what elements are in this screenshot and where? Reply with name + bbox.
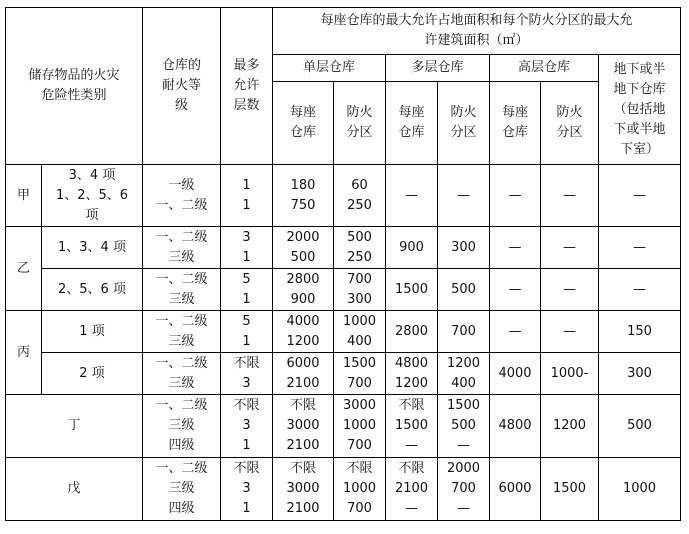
cell-line: 1500 bbox=[342, 355, 377, 371]
high-warehouse-cell: — bbox=[490, 227, 541, 269]
high-warehouse-cell: — bbox=[490, 311, 541, 353]
cell-line: 250 bbox=[347, 249, 372, 265]
floors-cell bbox=[221, 227, 273, 269]
multi-warehouse-cell bbox=[386, 395, 438, 458]
table-row bbox=[6, 227, 681, 269]
floors-cell bbox=[221, 458, 273, 521]
floors-cell bbox=[221, 165, 273, 227]
table-row bbox=[6, 458, 681, 521]
multi-warehouse-cell: 900 bbox=[386, 227, 438, 269]
cell-line: 三级 bbox=[168, 418, 195, 433]
underground-cell: — bbox=[599, 269, 681, 311]
multi-warehouse-cell: — bbox=[386, 165, 438, 227]
cell-line: 300 bbox=[347, 291, 372, 307]
header-fire-zone bbox=[438, 82, 490, 165]
cell-line: 250 bbox=[347, 197, 372, 213]
cell-line: 1 bbox=[242, 249, 251, 265]
cell-line: 分区 bbox=[450, 125, 477, 140]
underground-cell: — bbox=[599, 165, 681, 227]
cell-line: 700 bbox=[347, 501, 372, 516]
items-cell: 2、5、6 项 bbox=[42, 269, 143, 311]
multi-warehouse-cell: 2800 bbox=[386, 311, 438, 353]
cell-line: 不限 bbox=[289, 461, 316, 476]
single-zone-cell bbox=[334, 227, 386, 269]
header-fire-rating bbox=[143, 8, 221, 165]
cell-line: 四级 bbox=[168, 438, 195, 453]
cell-line: 四级 bbox=[168, 501, 195, 516]
single-warehouse-cell bbox=[273, 165, 334, 227]
items-cell: 2 项 bbox=[42, 353, 143, 395]
cell-line: — bbox=[457, 438, 470, 453]
cell-line: 三级 bbox=[168, 375, 195, 391]
cell-line: 700 bbox=[347, 438, 372, 453]
fire-rating-cell bbox=[143, 395, 221, 458]
cell-line: 每座 bbox=[289, 105, 316, 120]
fire-rating-cell bbox=[143, 311, 221, 353]
single-zone-cell bbox=[334, 311, 386, 353]
single-zone-cell bbox=[334, 353, 386, 395]
cell-line: 3000 bbox=[286, 418, 320, 433]
cell-line: 不限 bbox=[233, 461, 260, 476]
single-warehouse-cell bbox=[273, 311, 334, 353]
high-warehouse-cell: 6000 bbox=[490, 458, 541, 521]
cell-line: 一、二级 bbox=[155, 398, 208, 413]
hazard-class-cell: 乙 bbox=[6, 227, 42, 311]
cell-line: 分区 bbox=[346, 125, 373, 140]
floors-cell bbox=[221, 269, 273, 311]
multi-warehouse-cell: 1500 bbox=[386, 269, 438, 311]
multi-zone-cell: 500 bbox=[438, 269, 490, 311]
cell-line: 1500 bbox=[394, 418, 429, 433]
single-warehouse-cell bbox=[273, 353, 334, 395]
multi-zone-cell: 700 bbox=[438, 311, 490, 353]
cell-line: 180 bbox=[290, 177, 316, 193]
cell-line: 1200 bbox=[286, 333, 320, 349]
floors-cell bbox=[221, 395, 273, 458]
high-warehouse-cell: 4800 bbox=[490, 395, 541, 458]
cell-line: 三级 bbox=[168, 249, 195, 265]
single-zone-cell bbox=[334, 458, 386, 521]
cell-line: 仓库 bbox=[289, 125, 316, 140]
cell-line: 1 bbox=[242, 177, 251, 193]
cell-line: 三级 bbox=[168, 481, 195, 496]
cell-line: 1500 bbox=[446, 398, 481, 413]
cell-line: 3 bbox=[242, 375, 251, 391]
fire-rating-cell bbox=[143, 353, 221, 395]
multi-warehouse-cell bbox=[386, 458, 438, 521]
fire-rating-cell bbox=[143, 269, 221, 311]
cell-line: 2000 bbox=[286, 229, 320, 245]
cell-line: 允许 bbox=[233, 78, 260, 93]
header-per-warehouse bbox=[273, 82, 334, 165]
table-row bbox=[6, 395, 681, 458]
cell-line: — bbox=[405, 501, 418, 516]
cell-line: 每座 bbox=[398, 105, 425, 120]
cell-line: 700 bbox=[347, 375, 372, 391]
header-single-storey: 单层仓库 bbox=[273, 55, 386, 82]
table-row bbox=[6, 269, 681, 311]
cell-line: 下或半地 bbox=[613, 121, 666, 137]
high-warehouse-cell: — bbox=[490, 165, 541, 227]
header-per-warehouse bbox=[490, 82, 541, 165]
single-warehouse-cell bbox=[273, 395, 334, 458]
cell-line: 500 bbox=[451, 418, 476, 433]
cell-line: （包括地 bbox=[613, 101, 666, 117]
high-zone-cell: 1000- bbox=[541, 353, 599, 395]
high-zone-cell: — bbox=[541, 311, 599, 353]
cell-line: — bbox=[405, 438, 418, 453]
cell-line: 不限 bbox=[233, 398, 260, 413]
items-cell bbox=[42, 165, 143, 227]
cell-line: 耐火等 bbox=[161, 78, 201, 93]
cell-line: — bbox=[457, 501, 470, 516]
cell-line: 2100 bbox=[286, 501, 320, 516]
table-row bbox=[6, 353, 681, 395]
header-max-floors bbox=[221, 8, 273, 165]
single-warehouse-cell bbox=[273, 227, 334, 269]
cell-line: 地下或半 bbox=[613, 61, 666, 77]
cell-line: 3 bbox=[242, 481, 251, 496]
cell-line: 1、2、5、6 bbox=[55, 187, 129, 203]
single-zone-cell bbox=[334, 395, 386, 458]
multi-warehouse-cell bbox=[386, 353, 438, 395]
cell-line: 3000 bbox=[342, 398, 377, 413]
fire-rating-cell bbox=[143, 227, 221, 269]
cell-line: 仓库的 bbox=[161, 58, 201, 73]
cell-line: 下室） bbox=[619, 141, 659, 157]
cell-line: 最多 bbox=[233, 58, 260, 73]
cell-line: 一、二级 bbox=[155, 271, 208, 287]
cell-line: 1 bbox=[242, 438, 251, 453]
cell-line: 1200 bbox=[446, 355, 481, 371]
header-multi-storey: 多层仓库 bbox=[386, 55, 490, 82]
hazard-class-cell: 戊 bbox=[6, 458, 143, 521]
single-warehouse-cell bbox=[273, 269, 334, 311]
cell-line: 1 bbox=[242, 291, 251, 307]
cell-line: 一、二级 bbox=[155, 197, 208, 213]
cell-line: 三级 bbox=[168, 333, 195, 349]
cell-line: 5 bbox=[242, 313, 251, 329]
warehouse-fire-area-table bbox=[5, 7, 681, 521]
single-zone-cell bbox=[334, 165, 386, 227]
cell-line: 4800 bbox=[394, 355, 429, 371]
cell-line: 2800 bbox=[286, 271, 320, 287]
header-per-warehouse bbox=[386, 82, 438, 165]
cell-line: 1200 bbox=[394, 375, 429, 391]
high-zone-cell: 1200 bbox=[541, 395, 599, 458]
cell-line: 60 bbox=[351, 177, 368, 193]
single-warehouse-cell bbox=[273, 458, 334, 521]
multi-zone-cell bbox=[438, 395, 490, 458]
items-cell: 1 项 bbox=[42, 311, 143, 353]
cell-line: 3、4 项 bbox=[68, 167, 116, 183]
underground-cell: 150 bbox=[599, 311, 681, 353]
cell-line: 仓库 bbox=[398, 125, 425, 140]
table-row bbox=[6, 165, 681, 227]
cell-line: 1 bbox=[242, 197, 251, 213]
cell-line: 4000 bbox=[286, 313, 320, 329]
cell-line: 900 bbox=[290, 291, 316, 307]
high-zone-cell: — bbox=[541, 227, 599, 269]
hazard-class-cell: 丁 bbox=[6, 395, 143, 458]
cell-line: 400 bbox=[451, 375, 476, 391]
cell-line: 2100 bbox=[286, 375, 320, 391]
header-fire-zone bbox=[541, 82, 599, 165]
cell-line: 5 bbox=[242, 271, 251, 287]
cell-line: 分区 bbox=[556, 125, 583, 140]
cell-line: 一级 bbox=[168, 177, 195, 193]
cell-line: 1 bbox=[242, 501, 251, 516]
cell-line: 500 bbox=[290, 249, 316, 265]
cell-line: 危险性类别 bbox=[41, 88, 107, 103]
underground-cell: 1000 bbox=[599, 458, 681, 521]
table-row bbox=[6, 311, 681, 353]
single-zone-cell bbox=[334, 269, 386, 311]
header-hazard-category bbox=[6, 8, 143, 165]
underground-cell: 500 bbox=[599, 395, 681, 458]
cell-line: 2100 bbox=[394, 481, 429, 496]
cell-line: 防火 bbox=[346, 105, 373, 120]
cell-line: 仓库 bbox=[501, 125, 528, 140]
cell-line: 750 bbox=[290, 197, 316, 213]
cell-line: 每座仓库的最大允许占地面积和每个防火分区的最大允 bbox=[320, 13, 633, 28]
cell-line: 3 bbox=[242, 418, 251, 433]
cell-line: 3 bbox=[242, 229, 251, 245]
fire-rating-cell bbox=[143, 458, 221, 521]
cell-line: 2000 bbox=[446, 461, 481, 476]
cell-line: 6000 bbox=[286, 355, 320, 371]
multi-zone-cell: 300 bbox=[438, 227, 490, 269]
cell-line: 不限 bbox=[233, 355, 260, 371]
cell-line: 不限 bbox=[346, 461, 373, 476]
underground-cell: 300 bbox=[599, 353, 681, 395]
cell-line: 1 bbox=[242, 333, 251, 349]
cell-line: 1000 bbox=[342, 313, 377, 329]
cell-line: 每座 bbox=[501, 105, 528, 120]
cell-line: 1000 bbox=[342, 418, 377, 433]
header-underground bbox=[599, 55, 681, 165]
cell-line: 一、二级 bbox=[155, 229, 208, 245]
underground-cell: — bbox=[599, 227, 681, 269]
cell-line: 许建筑面积（㎡） bbox=[424, 33, 529, 48]
fire-rating-cell bbox=[143, 165, 221, 227]
cell-line: 2100 bbox=[286, 438, 320, 453]
cell-line: 3000 bbox=[286, 481, 320, 496]
cell-line: 项 bbox=[85, 207, 99, 223]
cell-line: 地下仓库 bbox=[613, 81, 666, 97]
cell-line: 防火 bbox=[450, 105, 477, 120]
cell-line: 层数 bbox=[233, 98, 260, 113]
cell-line: 1000 bbox=[342, 481, 377, 496]
hazard-class-cell: 甲 bbox=[6, 165, 42, 227]
cell-line: 700 bbox=[451, 481, 476, 496]
high-zone-cell: 1500 bbox=[541, 458, 599, 521]
items-cell: 1、3、4 项 bbox=[42, 227, 143, 269]
cell-line: 400 bbox=[347, 333, 372, 349]
cell-line: 一、二级 bbox=[155, 313, 208, 329]
hazard-class-cell: 丙 bbox=[6, 311, 42, 395]
cell-line: 不限 bbox=[398, 461, 425, 476]
high-zone-cell: — bbox=[541, 165, 599, 227]
cell-line: 防火 bbox=[556, 105, 583, 120]
multi-zone-cell bbox=[438, 458, 490, 521]
high-warehouse-cell: — bbox=[490, 269, 541, 311]
floors-cell bbox=[221, 353, 273, 395]
cell-line: 不限 bbox=[289, 398, 316, 413]
cell-line: 700 bbox=[347, 271, 372, 287]
cell-line: 一、二级 bbox=[155, 461, 208, 476]
cell-line: 三级 bbox=[168, 291, 195, 307]
floors-cell bbox=[221, 311, 273, 353]
cell-line: 级 bbox=[174, 98, 188, 113]
cell-line: 不限 bbox=[398, 398, 425, 413]
header-area-title bbox=[273, 8, 681, 55]
multi-zone-cell bbox=[438, 353, 490, 395]
header-fire-zone bbox=[334, 82, 386, 165]
cell-line: 500 bbox=[347, 229, 372, 245]
high-warehouse-cell: 4000 bbox=[490, 353, 541, 395]
header-high-rise: 高层仓库 bbox=[490, 55, 599, 82]
cell-line: 一、二级 bbox=[155, 355, 208, 371]
high-zone-cell: — bbox=[541, 269, 599, 311]
multi-zone-cell: — bbox=[438, 165, 490, 227]
cell-line: 储存物品的火灾 bbox=[28, 68, 120, 83]
